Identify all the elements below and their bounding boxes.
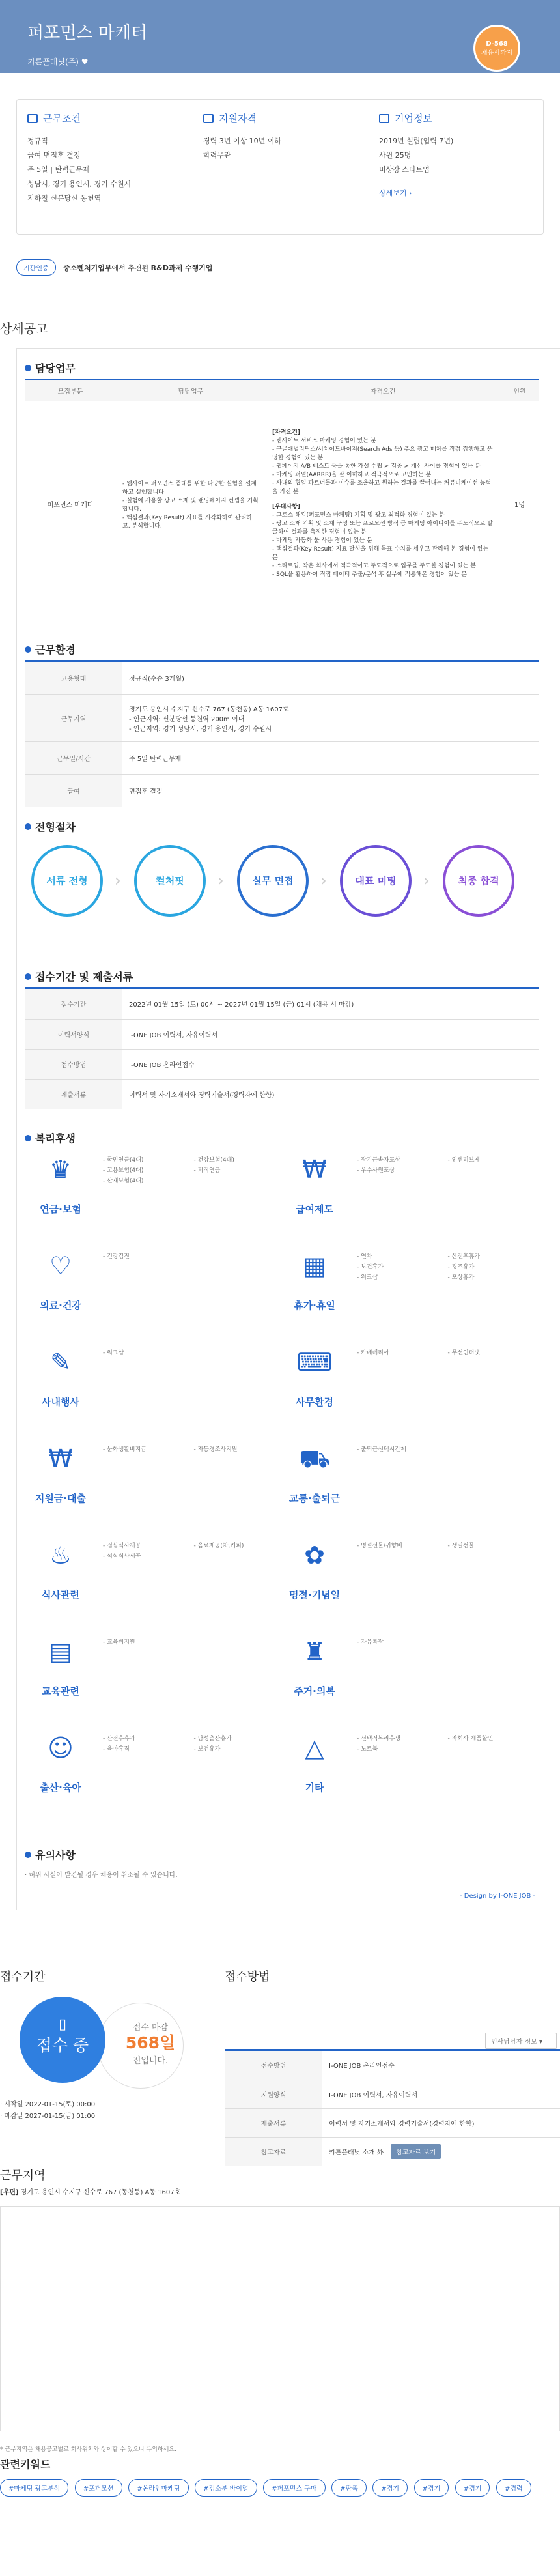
- duty-description: - 웹사이트 퍼포먼스 증대를 위한 다양한 실험을 설계하고 실행합니다 - 실험에 사용할 광고 소재 및 랜딩페이지 컨셉을 기획합니다. - 핵심결과(Key Result) 지표를 시각화하여 관리하고, 분석합니다.: [116, 401, 266, 607]
- building-icon: [379, 114, 389, 123]
- notice-title: 유의사항: [25, 1847, 76, 1862]
- keyword-tag[interactable]: #포퍼모션: [75, 2479, 122, 2497]
- welfare-list-item: - 출퇴근선택시간제: [357, 1444, 442, 1455]
- process-title: 전형절차: [25, 819, 76, 834]
- reference-button[interactable]: 참고자료 보기: [391, 2144, 441, 2159]
- apply-end: · 마감일 2027-01-15(금) 01:00: [0, 2113, 96, 2120]
- bus-icon: ⛟: [299, 1444, 330, 1473]
- welfare-item: [31, 1637, 285, 1748]
- condition-schedule: 주 5일 | 탄력근무제: [27, 165, 90, 174]
- welfare-list-item: - 국민연금(4대): [103, 1155, 188, 1166]
- certification-row: [16, 259, 212, 275]
- row-value: I-ONE JOB 온라인접수: [122, 1049, 539, 1079]
- welfare-list: [357, 1348, 533, 1358]
- deadline-suffix: 전입니다.: [132, 2056, 169, 2066]
- condition-salary: 급여 면접후 결정: [27, 151, 81, 160]
- welfare-list-item: - 자동경조사지원: [194, 1444, 279, 1455]
- welfare-item: [285, 1541, 539, 1652]
- money-icon: ₩: [302, 1155, 327, 1184]
- footer-note: * 근무지역은 채용공고별로 회사위치와 상이할 수 있으니 유의하세요.: [0, 2446, 176, 2453]
- row-label: 제출서류: [25, 1079, 122, 1109]
- summary-qualifications: [203, 111, 366, 163]
- job-header: [0, 0, 560, 73]
- row-label: 고용형태: [25, 662, 122, 694]
- certification-badge: 기관인증: [16, 259, 56, 276]
- row-label: 근무지역: [25, 694, 122, 741]
- welfare-list-item: - 산전후휴가: [448, 1252, 533, 1262]
- book-icon: ▤: [49, 1637, 72, 1666]
- job-summary: [16, 99, 544, 235]
- row-label: 접수방법: [225, 2051, 322, 2080]
- row-label: 접수기간: [25, 989, 122, 1019]
- apply-start: · 시작일 2022-01-15(토) 00:00: [0, 2101, 96, 2108]
- chevron-right-icon: ›: [114, 871, 122, 891]
- table-row: [225, 2108, 560, 2137]
- welfare-label: 사내행사: [42, 1396, 79, 1408]
- welfare-list-item: - 산재보험(4대): [103, 1176, 188, 1186]
- table-row: [225, 2080, 560, 2108]
- welfare-list-item: - 자유복장: [357, 1637, 442, 1648]
- keyword-tag[interactable]: #온라인마케팅: [128, 2479, 188, 2497]
- row-label: 제출서류: [225, 2108, 322, 2137]
- job-title: 퍼포먼스 마케터: [27, 23, 148, 43]
- row-label: 지원양식: [225, 2080, 322, 2108]
- row-value: 정규직(수습 3개월): [122, 662, 539, 694]
- keyword-tag[interactable]: #판촉: [331, 2479, 367, 2497]
- process-step: 컬처핏: [134, 845, 206, 917]
- company-info-title: 기업정보: [395, 113, 432, 124]
- table-row: [25, 694, 539, 741]
- dday-sub: 채용시까지: [481, 50, 513, 57]
- welfare-list-item: - 교육비지원: [103, 1637, 188, 1648]
- row-label: 근무일/시간: [25, 741, 122, 774]
- welfare-label: 사무환경: [296, 1396, 333, 1408]
- company-employees: 사원 25명: [379, 151, 412, 160]
- apply-status: 접수 중: [36, 2036, 89, 2055]
- location-address: [우편] 경기도 용인시 수지구 신수로 767 (동천동) A동 1607호: [0, 2189, 181, 2196]
- detail-section-title: 상세공고: [0, 322, 48, 336]
- welfare-item: [285, 1252, 539, 1362]
- welfare-list: [357, 1734, 533, 1754]
- welfare-list-item: - 워크샵: [103, 1348, 188, 1358]
- location-title: 근무지역: [0, 2169, 46, 2182]
- briefcase-icon: [203, 114, 214, 123]
- job-detail: [16, 348, 560, 1910]
- welfare-item: [285, 1734, 539, 1844]
- welfare-list-item: - 석식식사제공: [103, 1551, 188, 1562]
- duty-title: 담당업무: [25, 360, 76, 375]
- company-type: 비상장 스타트업: [379, 165, 430, 174]
- welfare-list: [103, 1734, 279, 1754]
- dday-label: D-568: [486, 40, 508, 48]
- welfare-list: [103, 1541, 279, 1562]
- company-founded: 2019년 설립(업력 7년): [379, 137, 454, 145]
- gift-icon: ✿: [304, 1541, 325, 1569]
- welfare-list-item: - 건강보험(4대): [194, 1155, 279, 1166]
- keyword-tag[interactable]: #경기: [372, 2479, 408, 2497]
- welfare-item: [31, 1348, 285, 1459]
- row-label: 이력서양식: [25, 1019, 122, 1049]
- row-value: 이력서 및 자기소개서와 경력기술서(경력자에 한함): [122, 1079, 539, 1109]
- conditions-title: 근무조건: [43, 113, 81, 124]
- qualification-experience: 경력 3년 이상 10년 이하: [203, 137, 281, 145]
- notice-text: · 허위 사실이 발견될 경우 채용이 취소될 수 있습니다.: [25, 1872, 178, 1879]
- glasses-icon: ♛: [49, 1155, 72, 1184]
- welfare-list-item: - 포상휴가: [448, 1272, 533, 1283]
- table-row: [25, 774, 539, 807]
- welfare-list-item: - 연차: [357, 1252, 442, 1262]
- requirements-list: - 웹사이트 서비스 마케팅 경험이 있는 분 - 구글애널리틱스/서치어드바이저(Search Ads 등) 주요 광고 매체를 직접 집행하고 운영한 경험이 있는 분 - 웹페이지 A/B 테스트 등을 통한 가설 수립 > 검증 > 개선 사이클 경험이 있는 분 - 마케팅 퍼널(AARRR)을 잘 이해하고 적극적으로 고민하는 분 - 사내외 협업 파트너들과 이슈를 조율하고 원하는 결과를 끌어내는 커뮤니케이션 능력을 가진 분: [272, 438, 493, 495]
- location-map[interactable]: [0, 2206, 560, 2431]
- welfare-item: [31, 1252, 285, 1362]
- welfare-label: 급여제도: [296, 1203, 333, 1215]
- process-step: 실무 면접: [237, 845, 309, 917]
- row-label: 참고자료: [225, 2137, 322, 2166]
- microphone-icon: ✎: [50, 1348, 71, 1377]
- dday-badge: [473, 25, 520, 72]
- row-value: I-ONE JOB 이력서, 자유이력서: [322, 2080, 560, 2108]
- process-step: 대표 미팅: [340, 845, 412, 917]
- table-header: 자격요건: [266, 380, 500, 401]
- table-row: [25, 741, 539, 774]
- company-name[interactable]: 키튼플래닛(주) ♥: [27, 57, 89, 66]
- welfare-label: 휴가·휴일: [294, 1300, 335, 1311]
- calendar-icon: ▦: [303, 1252, 326, 1280]
- environment-table: [25, 662, 539, 807]
- table-header: 인원: [500, 380, 539, 401]
- welfare-list: [357, 1155, 533, 1176]
- monitor-icon: ⌨: [296, 1348, 333, 1377]
- welfare-list: [103, 1155, 279, 1186]
- welfare-list-item: - 명절선물/귀향비: [357, 1541, 442, 1551]
- welfare-label: 명절·기념일: [288, 1589, 341, 1601]
- heart-icon[interactable]: ♥: [81, 57, 89, 66]
- welfare-grid: [31, 1155, 539, 1839]
- apply-period-title: 접수기간: [0, 1970, 46, 1984]
- summary-company: [379, 111, 542, 201]
- welfare-list: [357, 1252, 533, 1283]
- certification-text: 중소벤처기업부에서 추천된 R&D과제 수행기업: [63, 264, 213, 272]
- shapes-icon: △: [305, 1734, 324, 1762]
- qualification-education: 학력무관: [203, 151, 231, 160]
- apply-method-table: [225, 2051, 560, 2166]
- welfare-list-item: - 육아휴직: [103, 1744, 188, 1754]
- table-row: [225, 2137, 560, 2166]
- status-circle: [20, 1997, 105, 2083]
- keyword-tag[interactable]: #마케팅 광고분석: [0, 2479, 68, 2497]
- welfare-item: [31, 1444, 285, 1555]
- design-credit: - Design by I-ONE JOB -: [460, 1893, 536, 1900]
- company-more-link[interactable]: 상세보기 ›: [379, 189, 412, 197]
- welfare-label: 주거·의복: [294, 1685, 335, 1697]
- welfare-label: 출산·육아: [40, 1782, 81, 1794]
- welfare-list-item: - 장기근속자포상: [357, 1155, 442, 1166]
- requirements-heading: [자격요건]: [272, 429, 301, 436]
- welfare-item: [285, 1637, 539, 1748]
- welfare-list-item: - 남성출산휴가: [194, 1734, 279, 1744]
- preferred-list: - 그로스 해킹(퍼포먼스 마케팅) 기획 및 광고 최적화 경험이 있는 분 - 광고 소재 기획 및 소재 구성 또는 프로모션 방식 등 마케팅 아이디어를 주도적으로 발굴하여 결과를 측정한 경험이 있는 분 - 마케팅 자동화 툴 사용 경험이 있는 분 - 핵심결과(Key Result) 지표 달성을 위해 목표 수치를 세우고 관리해 본 경험이 있는 분 - 스타트업, 작은 회사에서 적극적이고 주도적으로 업무를 주도한 경험이 있는 분 - SQL을 활용하여 직접 데이터 추출/분석 후 실무에 적용해본 경험이 있는 분: [272, 512, 493, 578]
- welfare-list-item: - 인센티브제: [448, 1155, 533, 1166]
- coin-icon: ₩: [48, 1444, 73, 1473]
- welfare-list-item: - 음료제공(차,커피): [194, 1541, 279, 1551]
- summary-conditions: [27, 111, 190, 206]
- table-header: 담당업무: [116, 380, 266, 401]
- process-steps: [31, 845, 539, 923]
- keyword-tag[interactable]: #검소분 바이럴: [195, 2479, 257, 2497]
- welfare-list-item: - 퇴직연금: [194, 1166, 279, 1176]
- welfare-list-item: - 점심식사제공: [103, 1541, 188, 1551]
- welfare-list-item: - 우수사원포상: [357, 1166, 442, 1176]
- welfare-label: 연금·보험: [40, 1203, 81, 1215]
- keyword-tag[interactable]: #경기: [455, 2479, 490, 2497]
- duty-requirements: [266, 401, 500, 607]
- period-title: 접수기간 및 제출서류: [25, 969, 133, 984]
- welfare-item: [31, 1734, 285, 1844]
- welfare-list-item: - 건강검진: [103, 1252, 188, 1262]
- welfare-list-item: - 문화생활비지급: [103, 1444, 188, 1455]
- welfare-list: [103, 1252, 279, 1262]
- heart-pulse-icon: ♡: [49, 1252, 72, 1280]
- welfare-label: 식사관련: [42, 1589, 79, 1601]
- row-value: 면접후 결정: [122, 774, 539, 807]
- condition-subway: 지하철 신분당선 동천역: [27, 194, 102, 203]
- deadline-days: 568일: [125, 2033, 176, 2052]
- table-row: [25, 1079, 539, 1109]
- duty-table: [25, 380, 539, 607]
- welfare-list-item: - 보건휴가: [357, 1262, 442, 1272]
- welfare-list-item: - 카페테리아: [357, 1348, 442, 1358]
- welfare-list-item: - 노트북: [357, 1744, 442, 1754]
- chevron-right-icon: ›: [217, 871, 225, 891]
- table-row: [25, 1049, 539, 1079]
- row-value: 경기도 용인시 수지구 신수로 767 (동천동) A동 1607호 - 인근지역: 신분당선 동천역 200m 이내 - 인근지역: 경기 성남시, 경기 용인시, 경기 수원시: [122, 694, 539, 741]
- table-header: 모집부문: [25, 380, 116, 401]
- keyword-list: [0, 2479, 560, 2503]
- deadline-label: 접수 마감: [132, 2023, 169, 2033]
- keywords-title: 관련키워드: [0, 2458, 51, 2470]
- duty-part: 퍼포먼스 마케터: [25, 401, 116, 607]
- welfare-list-item: - 보건휴가: [194, 1744, 279, 1754]
- apply-method-title: 접수방법: [225, 1970, 270, 1984]
- table-row: [25, 662, 539, 694]
- welfare-label: 교통·출퇴근: [288, 1493, 341, 1504]
- book-icon: ▯: [58, 2016, 67, 2033]
- row-value: 주 5일 탄력근무제: [122, 741, 539, 774]
- food-icon: ♨: [49, 1541, 72, 1569]
- duck-icon: ☺: [48, 1734, 74, 1762]
- welfare-item: [285, 1348, 539, 1459]
- welfare-list: [103, 1637, 279, 1648]
- welfare-label: 의료·건강: [40, 1300, 81, 1311]
- chevron-right-icon: ›: [320, 871, 328, 891]
- chevron-right-icon: ›: [423, 871, 430, 891]
- welfare-list: [357, 1444, 533, 1455]
- keyword-tag[interactable]: #경력: [496, 2479, 531, 2497]
- row-label: 접수방법: [25, 1049, 122, 1079]
- welfare-list-item: - 선택적복리후생: [357, 1734, 442, 1744]
- welfare-item: [285, 1444, 539, 1555]
- welfare-list-item: - 워크샵: [357, 1272, 442, 1283]
- welfare-list-item: - 고용보험(4대): [103, 1166, 188, 1176]
- row-value: 2022년 01월 15일 (토) 00시 ~ 2027년 01월 15일 (금) 01시 (채용 시 마감): [122, 989, 539, 1019]
- table-row: [25, 989, 539, 1019]
- keyword-tag[interactable]: #퍼포먼스 구매: [263, 2479, 326, 2497]
- qualifications-title: 지원자격: [219, 113, 257, 124]
- table-row: [225, 2051, 560, 2080]
- welfare-item: [31, 1541, 285, 1652]
- environment-title: 근무환경: [25, 642, 76, 657]
- process-step: 최종 합격: [443, 845, 514, 917]
- period-table: [25, 989, 539, 1109]
- preferred-heading: [우대사항]: [272, 504, 301, 510]
- row-value: I-ONE JOB 이력서, 자유이력서: [122, 1019, 539, 1049]
- row-label: 급여: [25, 774, 122, 807]
- apply-dates: [0, 2099, 95, 2123]
- welfare-list-item: - 무선인터넷: [448, 1348, 533, 1358]
- row-value: 이력서 및 자기소개서와 경력기술서(경력자에 한함): [322, 2108, 560, 2137]
- welfare-title: 복리후생: [25, 1130, 76, 1145]
- welfare-item: [285, 1155, 539, 1266]
- welfare-label: 기타: [305, 1782, 324, 1794]
- welfare-list: [357, 1541, 533, 1551]
- welfare-list-item: - 자회사 제품할인: [448, 1734, 533, 1744]
- table-row: [25, 1019, 539, 1049]
- welfare-list-item: - 산전후휴가: [103, 1734, 188, 1744]
- shirt-icon: ♜: [303, 1637, 326, 1666]
- condition-employment: 정규직: [27, 137, 48, 145]
- process-step: 서류 전형: [31, 845, 103, 917]
- duty-count: 1명: [500, 401, 539, 607]
- row-value: I-ONE JOB 온라인접수: [322, 2051, 560, 2080]
- welfare-list-item: - 경조휴가: [448, 1262, 533, 1272]
- welfare-label: 교육관련: [42, 1685, 79, 1697]
- table-row: [25, 401, 539, 607]
- manager-info-select[interactable]: 인사담당자 정보 ▾: [485, 2033, 557, 2049]
- welfare-label: 지원금·대출: [35, 1493, 87, 1504]
- condition-location: 성남시, 경기 용인시, 경기 수원시: [27, 180, 132, 188]
- row-value: 키튼플래닛 소개 外 참고자료 보기: [322, 2137, 560, 2166]
- keyword-tag[interactable]: #경기: [414, 2479, 449, 2497]
- welfare-list: [357, 1637, 533, 1648]
- deadline-circle: [98, 2003, 184, 2089]
- welfare-item: [31, 1155, 285, 1266]
- document-icon: [27, 114, 38, 123]
- welfare-list: [103, 1348, 279, 1358]
- welfare-list: [103, 1444, 279, 1455]
- welfare-list-item: - 생일선물: [448, 1541, 533, 1551]
